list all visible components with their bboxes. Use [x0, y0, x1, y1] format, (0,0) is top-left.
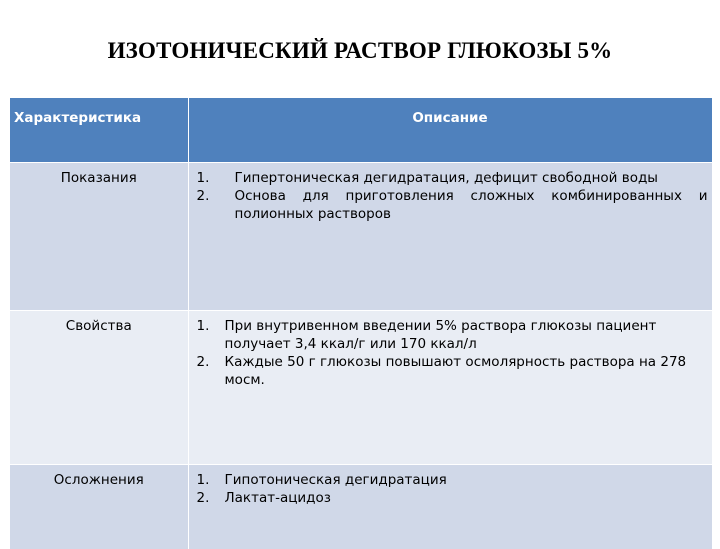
- list-number: 1.: [197, 317, 210, 335]
- row-label-properties: Свойства: [10, 311, 188, 465]
- column-header-characteristic: Характеристика: [10, 98, 188, 163]
- list-item: [193, 489, 708, 507]
- list-item: [193, 187, 708, 223]
- row-label-complications: Осложнения: [10, 465, 188, 549]
- list-number: 2.: [197, 187, 210, 205]
- list-item: [193, 169, 708, 187]
- list-number: 1.: [197, 169, 210, 187]
- list-item-text: Основа для приготовления сложных комбинированных и полионных растворов: [235, 188, 708, 222]
- column-header-description: Описание: [188, 98, 712, 163]
- row-label-indications: Показания: [10, 163, 188, 311]
- row-description: [188, 311, 712, 465]
- list-item-text: Гипертоническая дегидратация, дефицит свободной воды: [235, 170, 658, 186]
- row-description: [188, 163, 712, 311]
- properties-table: [10, 98, 713, 549]
- table-row: [10, 311, 712, 465]
- description-list: [193, 471, 708, 507]
- list-number: 2.: [197, 353, 210, 371]
- list-item-text: Каждые 50 г глюкозы повышают осмолярность раствора на 278 мосм.: [225, 354, 687, 388]
- list-item: [193, 317, 708, 353]
- row-description: [188, 465, 712, 549]
- list-item: [193, 471, 708, 489]
- list-item-text: Гипотоническая дегидратация: [225, 472, 447, 488]
- table-row: [10, 465, 712, 549]
- list-item: [193, 353, 708, 389]
- page-title: ИЗОТОНИЧЕСКИЙ РАСТВОР ГЛЮКОЗЫ 5%: [0, 38, 720, 64]
- table-row: [10, 163, 712, 311]
- list-number: 2.: [197, 489, 210, 507]
- list-item-text: Лактат-ацидоз: [225, 490, 331, 506]
- description-list: [193, 317, 708, 389]
- list-item-text: При внутривенном введении 5% раствора глюкозы пациент получает 3,4 ккал/г или 170 ккал/л: [225, 318, 657, 352]
- description-list: [193, 169, 708, 223]
- table-header-row: [10, 98, 712, 163]
- list-number: 1.: [197, 471, 210, 489]
